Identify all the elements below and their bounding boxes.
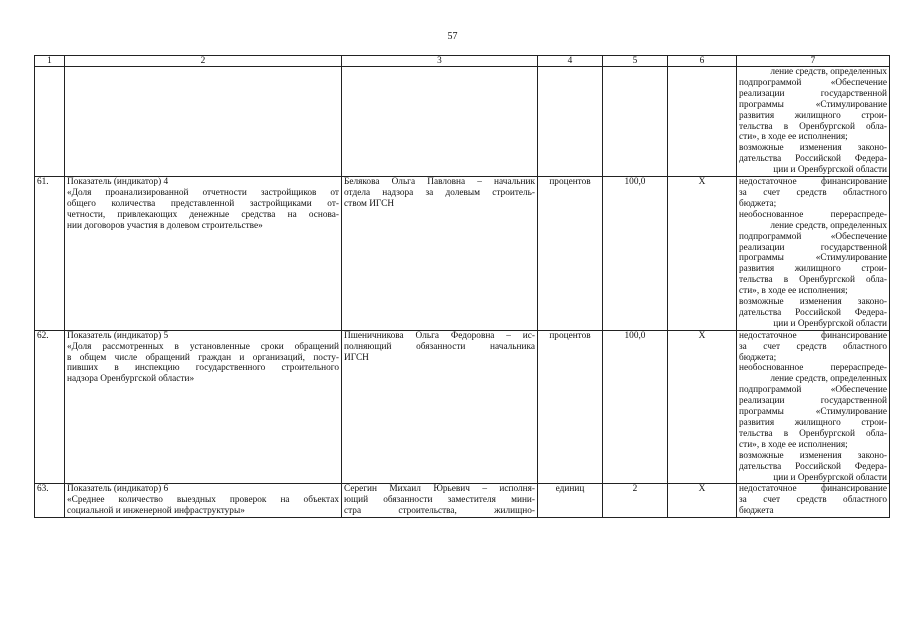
- text-line: ции и Оренбургской области: [773, 472, 887, 483]
- text-line: Пшеничникова Ольга Федоровна – ис-: [344, 330, 535, 341]
- column-header: 5: [603, 56, 668, 67]
- text-line: нии договоров участия в долевом строительстве»: [67, 220, 263, 231]
- risks-cell: [737, 67, 890, 177]
- column-header: 6: [668, 56, 737, 67]
- text-line: недостаточное финансирование: [739, 330, 887, 341]
- responsible-cell: [342, 67, 538, 177]
- text-line: ление средств, определенных: [770, 374, 887, 385]
- text-line: Показатель (индикатор) 5: [67, 330, 169, 341]
- unit-cell: процентов: [538, 330, 603, 484]
- risks-cell: [737, 330, 890, 484]
- text-line: общего количества представленной застройщиками от-: [67, 198, 339, 209]
- text-line: бюджета: [739, 506, 774, 517]
- text-line: подпрограммой «Обеспечение: [739, 231, 887, 242]
- indicators-table: [34, 55, 890, 518]
- value-cell: 100,0: [603, 177, 668, 331]
- responsible-cell: [342, 177, 538, 331]
- text-line: возможные изменения законо-: [739, 143, 887, 154]
- text-line: дательства Российской Федера-: [739, 307, 887, 318]
- text-line: ИГСН: [344, 352, 369, 363]
- text-line: реализации государственной: [739, 242, 887, 253]
- text-line: развития жилищного строи-: [739, 418, 887, 428]
- risks-cell: [737, 484, 890, 518]
- text-line: Показатель (индикатор) 4: [67, 177, 169, 188]
- responsible-cell: [342, 330, 538, 484]
- text-line: за счет средств областного: [739, 341, 887, 352]
- text-line: ции и Оренбургской области: [773, 165, 887, 176]
- text-line: развития жилищного строи-: [739, 110, 887, 121]
- text-line: подпрограммой «Обеспечение: [739, 77, 887, 88]
- responsible-cell: [342, 484, 538, 518]
- text-line: четности, привлекающих денежные средства на основа-: [67, 209, 339, 220]
- column-header: 7: [737, 56, 890, 67]
- col6-cell: Х: [668, 484, 737, 518]
- column-header: 1: [35, 56, 65, 67]
- text-line: ление средств, определенных: [770, 67, 887, 77]
- text-line: «Доля проанализированной отчетности застройщиков от: [67, 187, 339, 198]
- text-line: Серегин Михаил Юрьевич – исполня-: [344, 484, 535, 495]
- text-line: Белякова Ольга Павловна – начальник: [344, 177, 535, 188]
- unit-cell: единиц: [538, 484, 603, 518]
- row-number-cell: 62.: [35, 330, 65, 484]
- table-row: [35, 484, 890, 518]
- indicator-cell: [65, 177, 342, 331]
- text-line: возможные изменения законо-: [739, 297, 887, 308]
- text-line: стра строительства, жилищно-: [344, 506, 535, 517]
- column-header: 3: [342, 56, 538, 67]
- value-cell: 2: [603, 484, 668, 518]
- text-line: ством ИГСН: [344, 198, 395, 209]
- text-line: отдела надзора за долевым строитель-: [344, 187, 535, 198]
- text-line: в общем числе обращений граждан и организаций, посту-: [67, 352, 339, 363]
- text-line: программы «Стимулирование: [739, 253, 887, 264]
- col6-cell: [668, 67, 737, 177]
- col6-cell: Х: [668, 177, 737, 331]
- text-line: реализации государственной: [739, 88, 887, 99]
- unit-cell: [538, 67, 603, 177]
- text-line: ющий обязанности заместителя мини-: [344, 495, 535, 506]
- text-line: сти», в ходе ее исполнения;: [739, 286, 848, 297]
- text-line: развития жилищного строи-: [739, 264, 887, 275]
- column-header: 2: [65, 56, 342, 67]
- text-line: тельства в Оренбургской обла-: [739, 121, 887, 132]
- text-line: тельства в Оренбургской обла-: [739, 275, 887, 286]
- table-header-row: [35, 56, 890, 67]
- value-cell: [603, 67, 668, 177]
- text-line: за счет средств областного: [739, 187, 887, 198]
- text-line: сти», в ходе ее исполнения;: [739, 132, 848, 143]
- text-line: реализации государственной: [739, 396, 887, 407]
- text-line: сти», в ходе ее исполнения;: [739, 439, 848, 450]
- indicator-cell: [65, 67, 342, 177]
- text-line: бюджета;: [739, 198, 777, 209]
- text-line: дательства Российской Федера-: [739, 154, 887, 165]
- text-line: необоснованное перераспреде-: [739, 209, 887, 220]
- text-line: подпрограммой «Обеспечение: [739, 385, 887, 396]
- text-line: «Среднее количество выездных проверок на объектах: [67, 495, 339, 506]
- text-line: Показатель (индикатор) 6: [67, 484, 169, 495]
- text-line: возможные изменения законо-: [739, 450, 887, 461]
- text-line: недостаточное финансирование: [739, 484, 887, 495]
- text-line: программы «Стимулирование: [739, 99, 887, 110]
- text-line: социальной и инженерной инфраструктуры»: [67, 506, 245, 517]
- text-line: за счет средств областного: [739, 495, 887, 506]
- row-number-cell: 63.: [35, 484, 65, 518]
- text-line: необоснованное перераспреде-: [739, 363, 887, 374]
- text-line: недостаточное финансирование: [739, 177, 887, 188]
- indicator-cell: [65, 330, 342, 484]
- text-line: тельства в Оренбургской обла-: [739, 428, 887, 439]
- continuation-row: [35, 67, 890, 177]
- row-number-cell: [35, 67, 65, 177]
- text-line: дательства Российской Федера-: [739, 461, 887, 472]
- table-row: [35, 177, 890, 331]
- text-line: надзора Оренбургской области»: [67, 374, 195, 385]
- value-cell: 100,0: [603, 330, 668, 484]
- row-number-cell: 61.: [35, 177, 65, 331]
- text-line: полняющий обязанности начальника: [344, 341, 535, 352]
- page-number: 57: [447, 31, 458, 42]
- col6-cell: Х: [668, 330, 737, 484]
- unit-cell: процентов: [538, 177, 603, 331]
- risks-cell: [737, 177, 890, 331]
- indicator-cell: [65, 484, 342, 518]
- text-line: ление средств, определенных: [770, 220, 887, 231]
- text-line: «Доля рассмотренных в установленные сроки обращений: [67, 341, 339, 352]
- column-header: 4: [538, 56, 603, 67]
- text-line: ции и Оренбургской области: [773, 318, 887, 329]
- text-line: пивших в инспекцию государственного строительного: [67, 363, 339, 374]
- text-line: программы «Стимулирование: [739, 407, 887, 418]
- table-row: [35, 330, 890, 484]
- text-line: бюджета;: [739, 352, 777, 363]
